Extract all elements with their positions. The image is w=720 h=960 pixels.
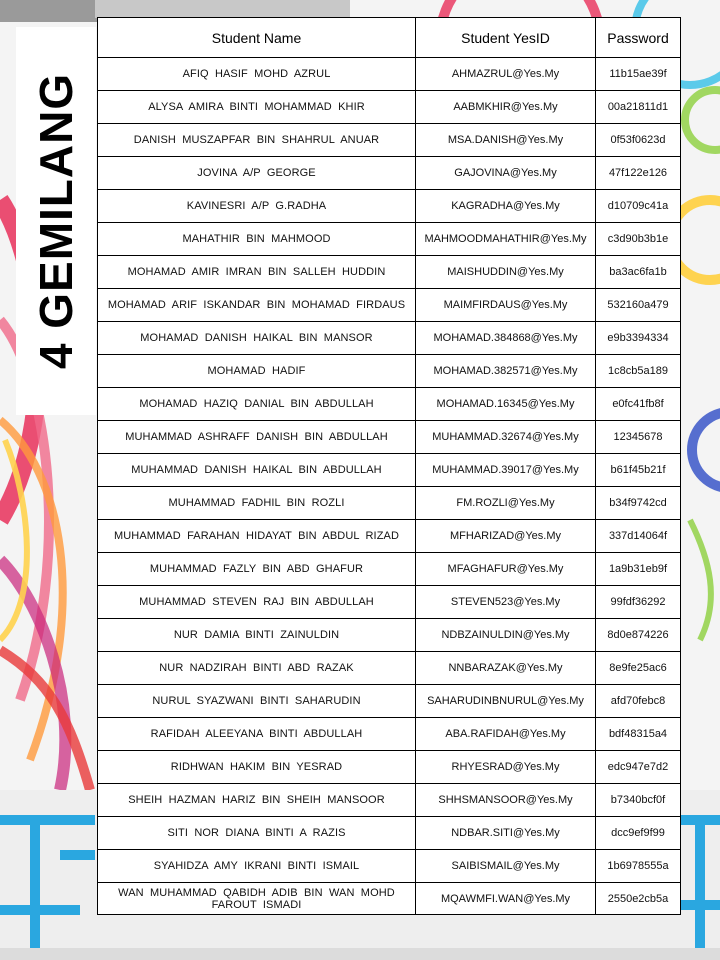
table-row [98,487,681,520]
student-name-cell: NUR DAMIA BINTI ZAINULDIN [98,619,416,652]
table-row [98,58,681,91]
password-cell: e9b3394334 [596,322,681,355]
password-cell: 1a9b31eb9f [596,553,681,586]
student-name-cell: JOVINA A/P GEORGE [98,157,416,190]
column-header-password: Password [596,18,681,58]
table-row [98,520,681,553]
student-name-cell: SYAHIDZA AMY IKRANI BINTI ISMAIL [98,850,416,883]
password-cell: 2550e2cb5a [596,883,681,915]
student-name-cell: MOHAMAD ARIF ISKANDAR BIN MOHAMAD FIRDAUS [98,289,416,322]
table-row [98,685,681,718]
table-row [98,388,681,421]
password-cell: 11b15ae39f [596,58,681,91]
student-yesid-cell: MQAWMFI.WAN@Yes.My [416,883,596,915]
table-row [98,883,681,915]
student-name-cell: MUHAMMAD FADHIL BIN ROZLI [98,487,416,520]
student-yesid-cell: SAHARUDINBNURUL@Yes.My [416,685,596,718]
student-name-cell: MOHAMAD HADIF [98,355,416,388]
student-name-cell: MUHAMMAD ASHRAFF DANISH BIN ABDULLAH [98,421,416,454]
student-name-cell: MUHAMMAD FAZLY BIN ABD GHAFUR [98,553,416,586]
table-row [98,190,681,223]
student-name-cell: MUHAMMAD FARAHAN HIDAYAT BIN ABDUL RIZAD [98,520,416,553]
table-row [98,850,681,883]
password-cell: 337d14064f [596,520,681,553]
password-cell: ba3ac6fa1b [596,256,681,289]
password-cell: 99fdf36292 [596,586,681,619]
student-yesid-cell: MAHMOODMAHATHIR@Yes.My [416,223,596,256]
student-name-cell: KAVINESRI A/P G.RADHA [98,190,416,223]
student-yesid-cell: AABMKHIR@Yes.My [416,91,596,124]
password-cell: 47f122e126 [596,157,681,190]
student-yesid-cell: GAJOVINA@Yes.My [416,157,596,190]
student-yesid-cell: MFAGHAFUR@Yes.My [416,553,596,586]
password-cell: 0f53f0623d [596,124,681,157]
table-row [98,289,681,322]
table-row [98,784,681,817]
table-row [98,817,681,850]
student-name-cell: SITI NOR DIANA BINTI A RAZIS [98,817,416,850]
table-row [98,586,681,619]
student-yesid-cell: MAISHUDDIN@Yes.My [416,256,596,289]
class-title: 4 GEMILANG [30,72,82,370]
class-title-panel [16,27,96,415]
student-yesid-cell: STEVEN523@Yes.My [416,586,596,619]
password-cell: edc947e7d2 [596,751,681,784]
student-yesid-cell: ABA.RAFIDAH@Yes.My [416,718,596,751]
table-row [98,355,681,388]
table-row [98,718,681,751]
table-row [98,454,681,487]
password-cell: bdf48315a4 [596,718,681,751]
student-yesid-cell: MOHAMAD.382571@Yes.My [416,355,596,388]
student-name-cell: MUHAMMAD DANISH HAIKAL BIN ABDULLAH [98,454,416,487]
student-name-cell: WAN MUHAMMAD QABIDH ADIB BIN WAN MOHD FAROUT ISMADI [98,883,416,915]
student-name-cell: AFIQ HASIF MOHD AZRUL [98,58,416,91]
student-yesid-cell: KAGRADHA@Yes.My [416,190,596,223]
password-cell: d10709c41a [596,190,681,223]
student-yesid-cell: NDBAR.SITI@Yes.My [416,817,596,850]
password-cell: b61f45b21f [596,454,681,487]
table-row [98,124,681,157]
password-cell: afd70febc8 [596,685,681,718]
student-name-cell: MOHAMAD AMIR IMRAN BIN SALLEH HUDDIN [98,256,416,289]
student-credentials-table [97,17,681,915]
student-yesid-cell: MOHAMAD.384868@Yes.My [416,322,596,355]
table-row [98,322,681,355]
password-cell: 1b6978555a [596,850,681,883]
table-row [98,421,681,454]
student-yesid-cell: NNBARAZAK@Yes.My [416,652,596,685]
student-name-cell: MOHAMAD HAZIQ DANIAL BIN ABDULLAH [98,388,416,421]
password-cell: 1c8cb5a189 [596,355,681,388]
student-name-cell: DANISH MUSZAPFAR BIN SHAHRUL ANUAR [98,124,416,157]
student-yesid-cell: MOHAMAD.16345@Yes.My [416,388,596,421]
password-cell: 8d0e874226 [596,619,681,652]
student-name-cell: NUR NADZIRAH BINTI ABD RAZAK [98,652,416,685]
password-cell: e0fc41fb8f [596,388,681,421]
student-yesid-cell: MSA.DANISH@Yes.My [416,124,596,157]
student-yesid-cell: FM.ROZLI@Yes.My [416,487,596,520]
password-cell: b7340bcf0f [596,784,681,817]
password-cell: 12345678 [596,421,681,454]
column-header-student-yesid: Student YesID [416,18,596,58]
table-row [98,619,681,652]
password-cell: c3d90b3b1e [596,223,681,256]
column-header-student-name: Student Name [98,18,416,58]
student-name-cell: ALYSA AMIRA BINTI MOHAMMAD KHIR [98,91,416,124]
student-name-cell: MOHAMAD DANISH HAIKAL BIN MANSOR [98,322,416,355]
table-row [98,751,681,784]
table-row [98,652,681,685]
student-name-cell: RIDHWAN HAKIM BIN YESRAD [98,751,416,784]
table-row [98,256,681,289]
password-cell: 532160a479 [596,289,681,322]
student-yesid-cell: RHYESRAD@Yes.My [416,751,596,784]
password-cell: dcc9ef9f99 [596,817,681,850]
table-row [98,157,681,190]
student-yesid-cell: AHMAZRUL@Yes.My [416,58,596,91]
table-row [98,223,681,256]
student-name-cell: NURUL SYAZWANI BINTI SAHARUDIN [98,685,416,718]
password-cell: 00a21811d1 [596,91,681,124]
student-name-cell: MUHAMMAD STEVEN RAJ BIN ABDULLAH [98,586,416,619]
student-yesid-cell: NDBZAINULDIN@Yes.My [416,619,596,652]
student-yesid-cell: SAIBISMAIL@Yes.My [416,850,596,883]
table-header-row [98,18,681,58]
student-name-cell: MAHATHIR BIN MAHMOOD [98,223,416,256]
student-yesid-cell: MFHARIZAD@Yes.My [416,520,596,553]
password-cell: b34f9742cd [596,487,681,520]
student-yesid-cell: MUHAMMAD.32674@Yes.My [416,421,596,454]
student-yesid-cell: SHHSMANSOOR@Yes.My [416,784,596,817]
student-yesid-cell: MUHAMMAD.39017@Yes.My [416,454,596,487]
table-row [98,91,681,124]
student-name-cell: RAFIDAH ALEEYANA BINTI ABDULLAH [98,718,416,751]
student-yesid-cell: MAIMFIRDAUS@Yes.My [416,289,596,322]
table-row [98,553,681,586]
password-cell: 8e9fe25ac6 [596,652,681,685]
student-name-cell: SHEIH HAZMAN HARIZ BIN SHEIH MANSOOR [98,784,416,817]
